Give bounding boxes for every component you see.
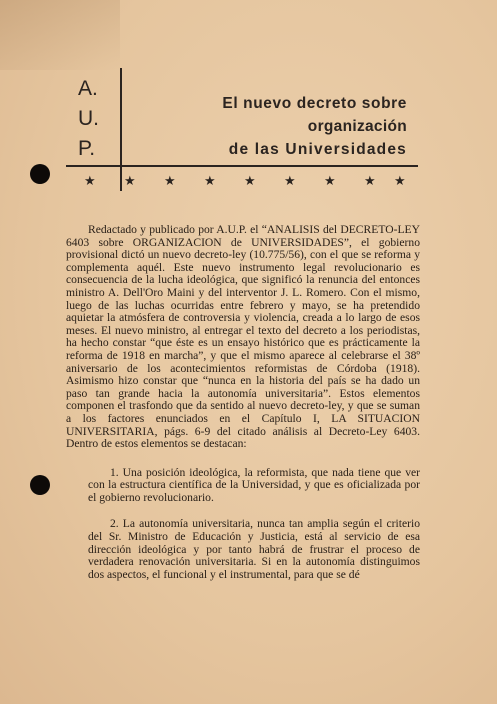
star-icon: ★	[324, 174, 336, 189]
logo-letter-a: A.	[78, 77, 98, 100]
title-line-3: de las Universidades	[228, 141, 407, 158]
binder-hole-top	[30, 164, 50, 184]
title-line-2: organización	[307, 118, 407, 135]
star-icon: ★	[124, 174, 136, 189]
star-icon: ★	[244, 174, 256, 189]
star-icon: ★	[204, 174, 216, 189]
star-icon: ★	[164, 174, 176, 189]
logo-letter-u: U.	[78, 107, 99, 130]
aup-logo	[78, 74, 108, 164]
paper-stain	[0, 0, 120, 70]
star-icon: ★	[284, 174, 296, 189]
star-icon: ★	[364, 174, 376, 189]
binder-hole-bottom	[30, 475, 50, 495]
document-title	[222, 92, 407, 161]
article-body	[66, 224, 420, 581]
intro-paragraph: Redactado y publicado por A.U.P. el “ANALISIS del DECRETO-LEY 6403 sobre ORGANIZACION de UNIVERSIDADES”, el gobierno provisional dictó un nuevo decreto-ley (10.775/56), con el que se reforma y complementa aquél. Este nuevo instrumento legal revolucionario es consecuencia de la lucha ideológica, que significó la renuncia del entonces ministro A. Dell'Oro Maini y del interventor J. L. Romero. Con el mismo, luego de las luchas ocurridas entre febrero y mayo, se ha pretendido aquietar la atmósfera de controversia y violencia, creada a lo largo de esos meses. El nuevo ministro, al entregar el texto del decreto a los periodistas, ha hecho constar “que éste es un ensayo histórico que es prácticamente la reforma de 1918 en marcha”, y que el mismo aparece al celebrarse el 38º aniversario de los acontecimientos reformistas de Córdoba (1918). Asimismo hizo constar que “nunca en la historia del país se ha dado un paso tan grande hacia la autonomía universitaria”. Estos elementos componen el trasfondo que da sentido al nuevo decreto-ley, y que se suman a los factores enunciados en el Capítulo I, LA SITUACION UNIVERSITARIA, págs. 6-9 del citado análisis al Decreto-Ley 6403. Dentro de estos elementos se destacan:	[66, 223, 420, 451]
header-horizontal-rule	[66, 165, 418, 167]
list-item-1: 1. Una posición ideológica, la reformista, que nada tiene que ver con la estructura científica de la Universidad, y que es oficializada por el gobierno revolucionario.	[88, 465, 420, 504]
header-vertical-rule	[120, 68, 122, 191]
star-divider	[84, 174, 404, 190]
title-line-1: El nuevo decreto sobre	[222, 95, 407, 112]
list-item-2: 2. La autonomía universitaria, nunca tan amplia según el criterio del Sr. Ministro de Educación y Justicia, está al servicio de esa dirección ideológica y por tanto habrá de frustrar el proceso de verdadera renovación universitaria. Si en la autonomía distinguimos dos aspectos, el funcional y el instrumental, para que se dé	[88, 517, 420, 581]
star-icon: ★	[394, 174, 406, 189]
star-icon: ★	[84, 174, 96, 189]
logo-letter-p: P.	[78, 137, 96, 160]
